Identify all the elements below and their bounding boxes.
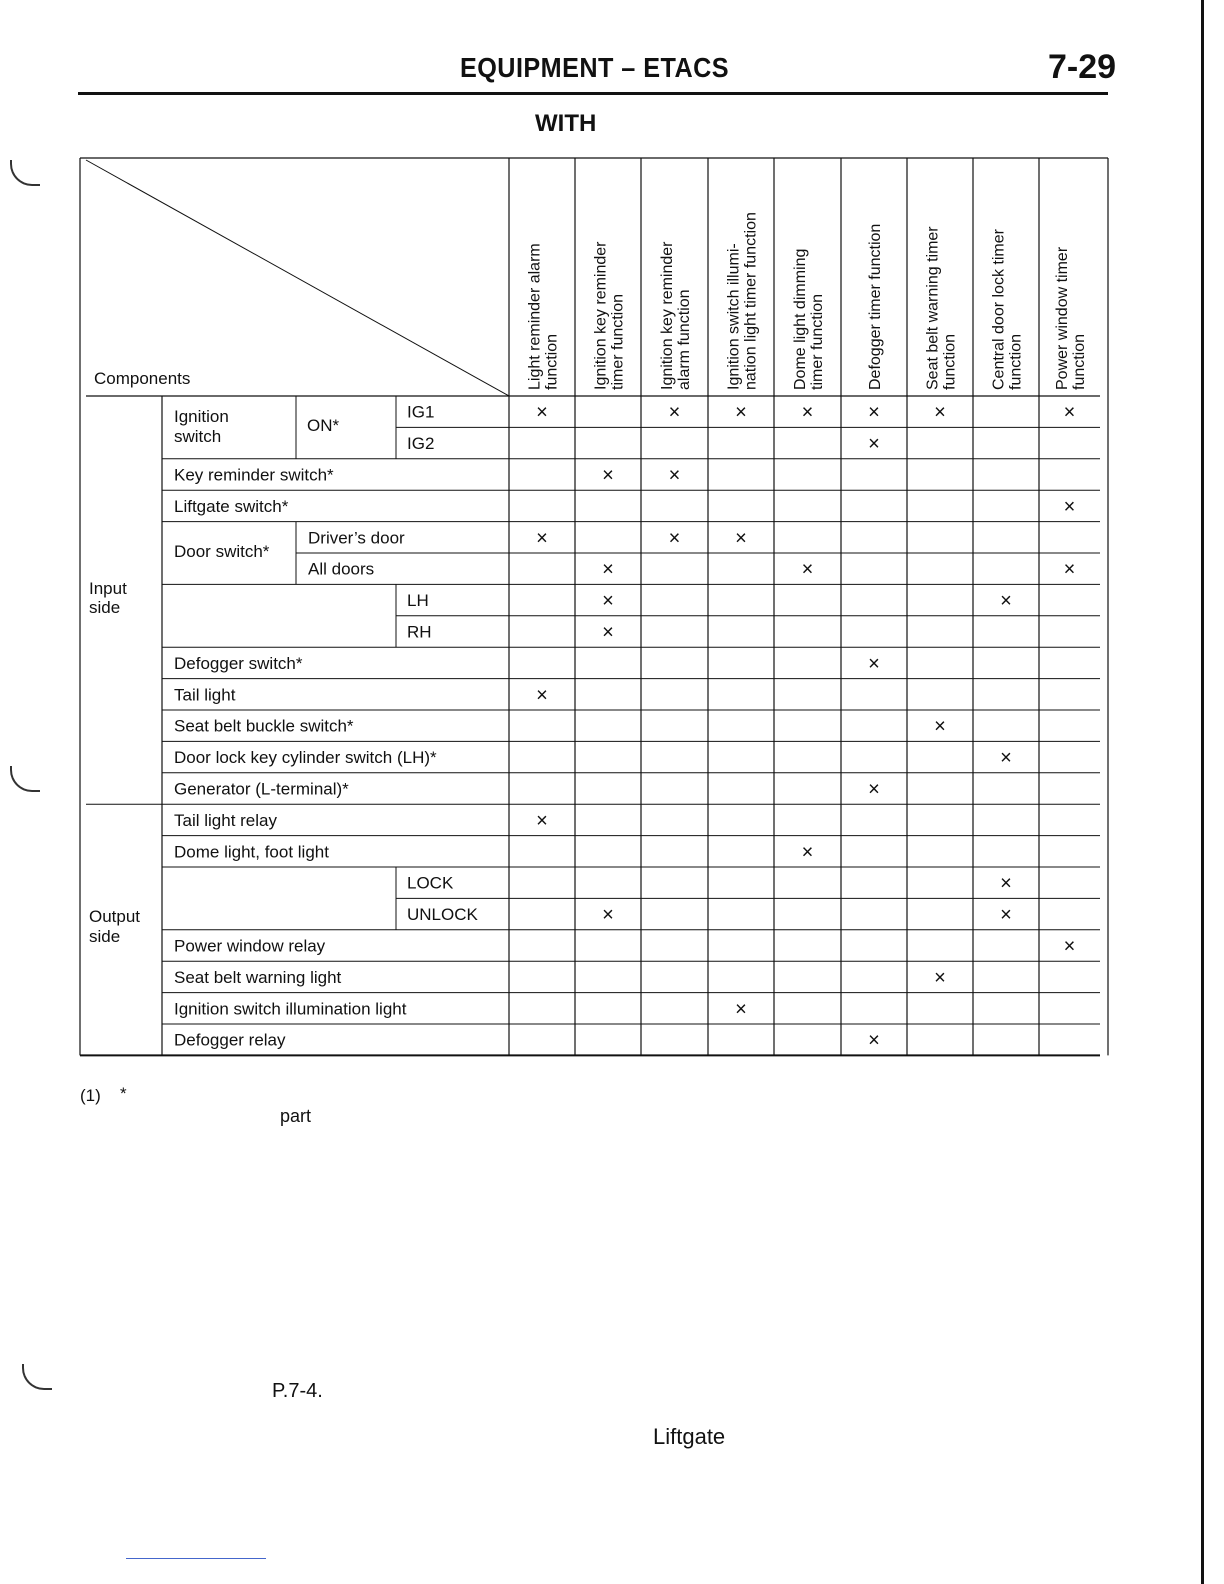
cell-mark: × (536, 527, 548, 550)
column-header: function (941, 333, 959, 390)
row-label: Driver’s door (308, 528, 405, 548)
cell-mark: × (536, 401, 548, 424)
cell-mark: × (602, 621, 614, 644)
note-number: (1) (80, 1086, 101, 1105)
column-header: Dome light dimming (792, 248, 809, 390)
cell-mark: × (602, 590, 614, 613)
cell-mark: × (934, 966, 946, 989)
row-label: IG2 (407, 434, 435, 454)
column-header: Ignition key reminder (659, 241, 676, 390)
row-label: Seat belt warning light (174, 967, 342, 987)
cell-mark: × (1063, 558, 1076, 581)
row-label: Door lock key cylinder switch (LH)* (174, 748, 437, 768)
row-label: Key reminder switch* (174, 465, 334, 485)
page-reference: P.7-4. (272, 1380, 323, 1402)
column-header: timer function (809, 293, 826, 390)
column-header: function (543, 333, 561, 390)
column-header: alarm function (676, 289, 693, 390)
cell-mark: × (1000, 904, 1012, 927)
column-header: Ignition switch illumi- (725, 243, 743, 390)
liftgate-label: Liftgate (653, 1424, 726, 1449)
corner-label: Components (94, 369, 191, 388)
cell-mark: × (1063, 935, 1076, 958)
row-label: Dome light, foot light (174, 842, 329, 862)
column-header: function (1007, 333, 1025, 390)
cell-mark: × (1000, 590, 1012, 613)
column-header: Light reminder alarm (526, 243, 544, 390)
ignition-switch-label: switch (174, 427, 222, 446)
cell-mark: × (735, 401, 747, 424)
row-label: Tail light relay (174, 810, 277, 830)
column-header: Defogger timer function (867, 223, 884, 390)
cell-mark: × (801, 841, 814, 864)
cell-mark: × (668, 464, 681, 487)
row-label: All doors (308, 559, 375, 579)
note-fragment: part (280, 1106, 312, 1126)
column-header: Central door lock timer (990, 229, 1008, 390)
cell-mark: × (934, 715, 946, 738)
row-label: LOCK (407, 873, 454, 893)
column-header: Ignition key reminder (592, 241, 610, 390)
row-label: Defogger switch* (174, 653, 303, 673)
cell-mark: × (1063, 495, 1076, 518)
cell-mark: × (868, 778, 880, 801)
row-label: Liftgate switch* (174, 496, 289, 516)
row-label: LH (407, 591, 429, 611)
cell-mark: × (868, 652, 880, 675)
note-asterisk: * (120, 1084, 127, 1103)
cell-mark: × (934, 401, 946, 424)
row-label: RH (407, 622, 432, 642)
cell-mark: × (602, 464, 614, 487)
cell-mark: × (668, 527, 681, 550)
page-number: 7-29 (1048, 48, 1117, 86)
cell-mark: × (868, 433, 880, 456)
cell-mark: × (735, 998, 747, 1021)
cell-mark: × (1063, 401, 1076, 424)
row-label: Defogger relay (174, 1030, 286, 1050)
group-label-input: Input (89, 579, 127, 598)
row-label: Tail light (174, 685, 236, 705)
ignition-switch-label: Ignition (174, 407, 229, 426)
cell-mark: × (668, 401, 681, 424)
column-header: nation light timer function (742, 212, 760, 390)
group-label-input: side (89, 598, 121, 617)
footer-link-line (126, 1558, 266, 1559)
group-label-output: Output (89, 907, 141, 926)
cell-mark: × (1000, 872, 1012, 895)
column-header: timer function (609, 293, 627, 390)
row-label: Seat belt buckle switch* (174, 716, 354, 736)
section-subtitle: WITH (535, 110, 597, 137)
column-header: Power window timer (1054, 246, 1071, 390)
cell-mark: × (735, 527, 747, 550)
cell-mark: × (536, 809, 548, 832)
column-header: function (1071, 333, 1088, 390)
column-header: Seat belt warning timer (924, 226, 942, 390)
cell-mark: × (868, 401, 880, 424)
ignition-on-label: ON* (307, 416, 340, 435)
cell-mark: × (602, 904, 614, 927)
row-label: Generator (L-terminal)* (174, 779, 349, 799)
row-label: IG1 (407, 402, 435, 422)
cell-mark: × (602, 558, 614, 581)
cell-mark: × (1000, 747, 1012, 770)
corner-diagonal (86, 160, 509, 396)
row-label: UNLOCK (407, 905, 478, 925)
cell-mark: × (801, 558, 814, 581)
cell-mark: × (536, 684, 548, 707)
page-title: EQUIPMENT – ETACS (460, 52, 730, 83)
cell-mark: × (801, 401, 814, 424)
row-label: Ignition switch illumination light (174, 999, 407, 1019)
row-label: Power window relay (174, 936, 326, 956)
group-label-output: side (89, 927, 121, 946)
cell-mark: × (868, 1029, 880, 1052)
door-switch-label: Door switch* (174, 542, 270, 561)
